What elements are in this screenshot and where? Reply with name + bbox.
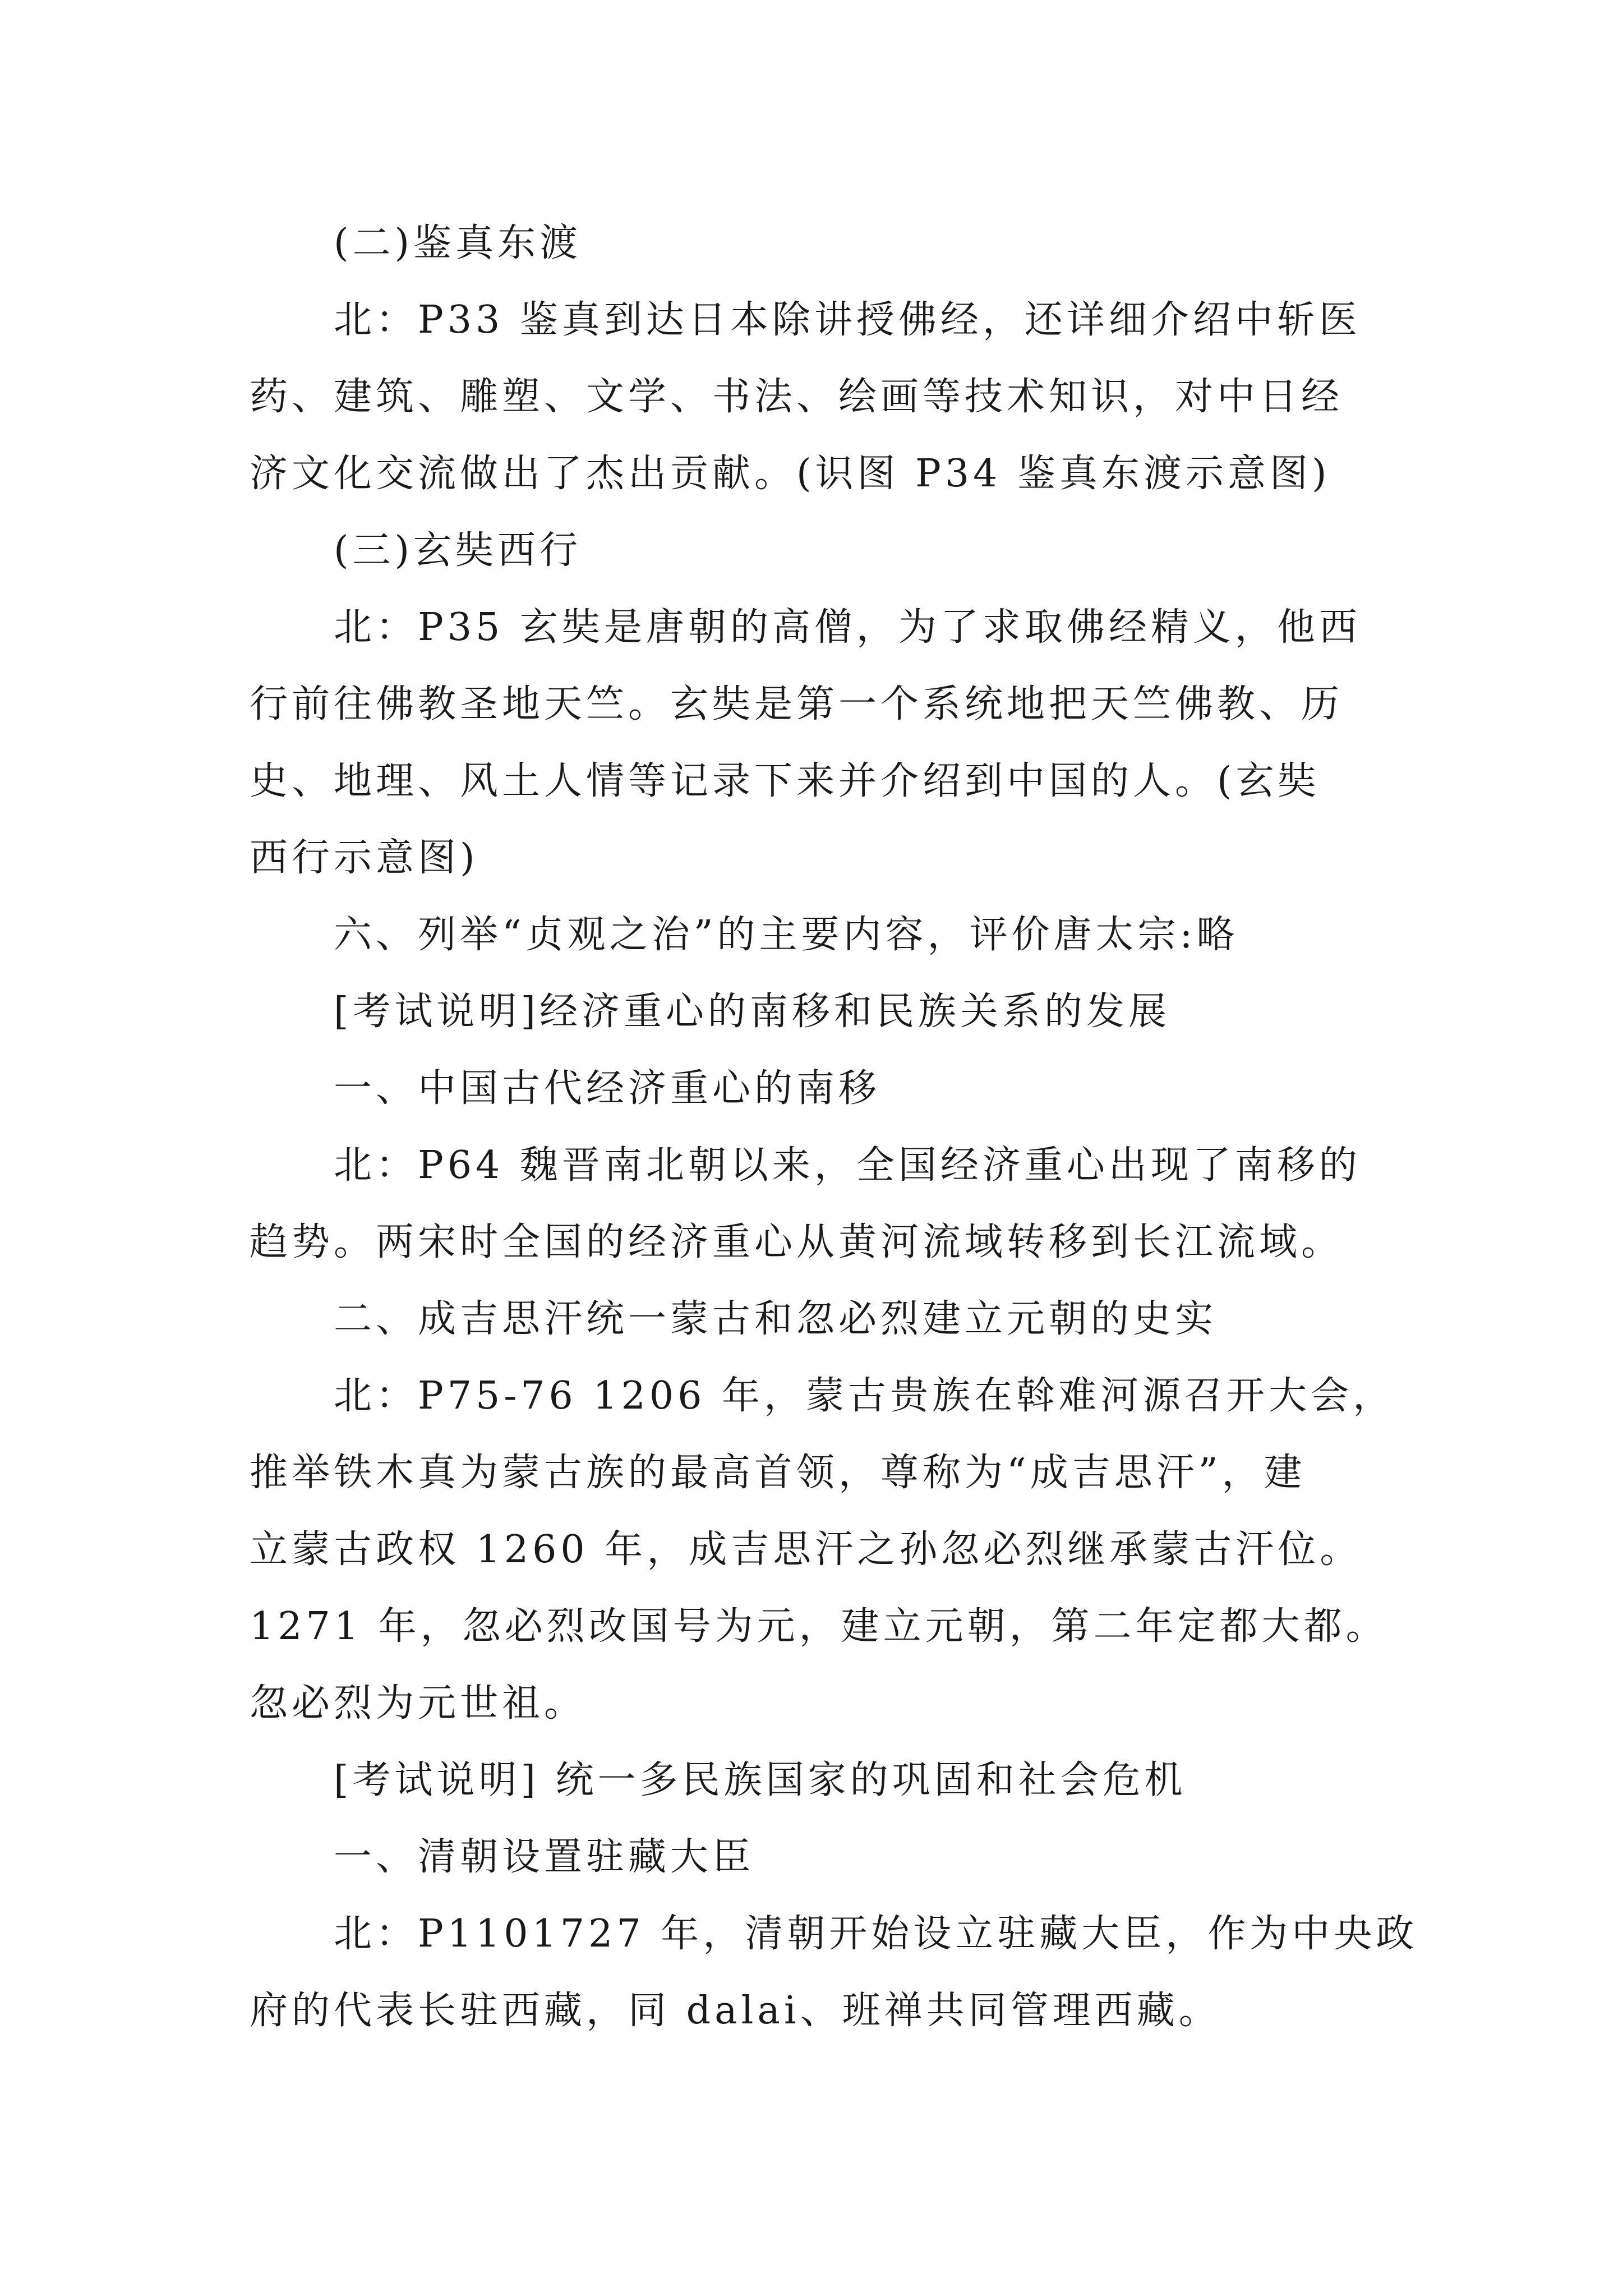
section-heading-xuanzang: (三)玄奘西行 [334, 528, 582, 573]
section-heading-qing: 一、清朝设置驻藏大臣 [334, 1835, 755, 1879]
paragraph-line: 济文化交流做出了杰出贡献。(识图 P34 鉴真东渡示意图) [250, 452, 1331, 496]
paragraph-line: 药、建筑、雕塑、文学、书法、绘画等技术知识，对中日经 [250, 375, 1344, 419]
paragraph-line: 西行示意图) [250, 836, 479, 880]
section-heading-economic-shift: 一、中国古代经济重心的南移 [334, 1066, 881, 1111]
paragraph-line: 北：P1101727 年，清朝开始设立驻藏大臣，作为中央政 [334, 1912, 1418, 1956]
paragraph-line: 北：P64 魏晋南北朝以来，全国经济重心出现了南移的 [334, 1143, 1361, 1188]
paragraph-line: 府的代表长驻西藏，同 dalai、班禅共同管理西藏。 [250, 1989, 1221, 2033]
section-heading-yuan: 二、成吉思汗统一蒙古和忽必烈建立元朝的史实 [334, 1297, 1218, 1341]
paragraph-line: 忽必烈为元世祖。 [250, 1681, 587, 1726]
exam-note-heading: [考试说明] 统一多民族国家的巩固和社会危机 [334, 1758, 1187, 1802]
paragraph-line: 北：P33 鉴真到达日本除讲授佛经，还详细介绍中斩医 [334, 298, 1361, 342]
paragraph-line: 趋势。两宋时全国的经济重心从黄河流域转移到长江流域。 [250, 1220, 1344, 1264]
paragraph-line: 北：P75-76 1206 年，蒙古贵族在斡难河源召开大会， [334, 1374, 1395, 1418]
paragraph-line: 北：P35 玄奘是唐朝的高僧，为了求取佛经精义，他西 [334, 605, 1361, 650]
exam-note-heading: [考试说明]经济重心的南移和民族关系的发展 [334, 990, 1171, 1034]
section-heading-zhenguan: 六、列举“贞观之治”的主要内容，评价唐太宗:略 [334, 913, 1239, 957]
paragraph-line: 史、地理、风土人情等记录下来并介绍到中国的人。(玄奘 [250, 759, 1320, 803]
section-heading-jianzhen: (二)鉴真东渡 [334, 221, 582, 265]
paragraph-line: 推举铁木真为蒙古族的最高首领，尊称为“成吉思汗”，建 [250, 1451, 1306, 1495]
paragraph-line: 行前往佛教圣地天竺。玄奘是第一个系统地把天竺佛教、历 [250, 682, 1344, 726]
paragraph-line: 1271 年，忽必烈改国号为元，建立元朝，第二年定都大都。 [250, 1604, 1388, 1649]
paragraph-line: 立蒙古政权 1260 年，成吉思汗之孙忽必烈继承蒙古汗位。 [250, 1527, 1362, 1572]
